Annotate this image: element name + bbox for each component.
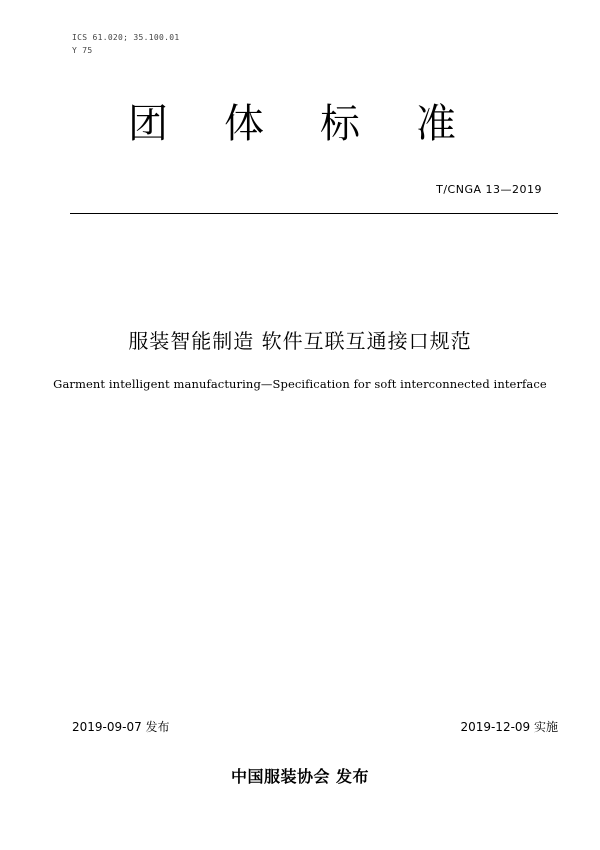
- document-number: T/CNGA 13—2019: [436, 183, 542, 196]
- chinese-title: 服装智能制造 软件互联互通接口规范: [128, 329, 472, 353]
- english-title: Garment intelligent manufacturing—Specification for soft interconnected interface: [53, 377, 547, 391]
- issuing-organization: 中国服装协会 发布: [230, 767, 370, 786]
- standard-category: 团体标准: [128, 101, 512, 147]
- ics-code: ICS 61.020; 35.100.01: [72, 33, 180, 42]
- issue-date: 2019-09-07 发布: [72, 720, 170, 734]
- header-divider: [70, 213, 558, 214]
- implementation-date: 2019-12-09 实施: [460, 720, 558, 734]
- ccs-code: Y 75: [72, 46, 93, 55]
